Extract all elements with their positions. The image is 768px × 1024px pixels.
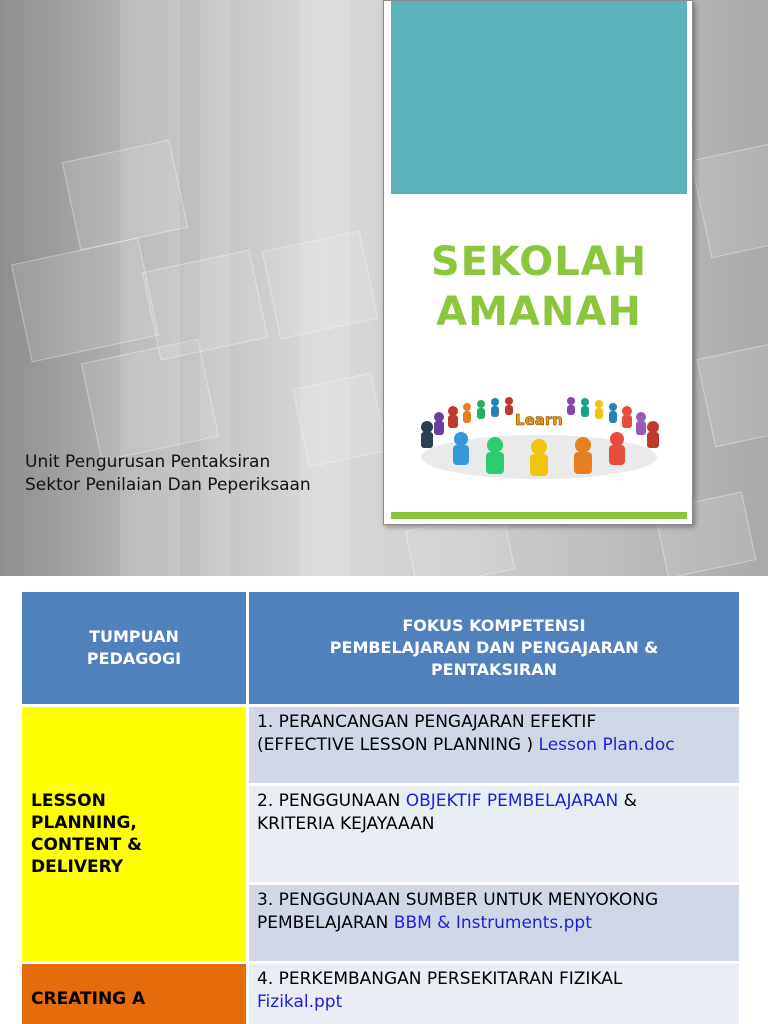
row-text: PEMBELAJARAN — [257, 913, 394, 933]
category-creating-a — [22, 964, 246, 1024]
subtitle-line: Sektor Penilaian Dan Peperiksaan — [25, 475, 311, 495]
category-line: CONTENT & — [31, 835, 142, 855]
category-line: CREATING A — [31, 989, 146, 1009]
header-line: PENTAKSIRAN — [430, 660, 558, 679]
lesson-plan-link[interactable]: Lesson Plan.doc — [538, 735, 675, 755]
title-card — [383, 0, 693, 525]
header-line: FOKUS KOMPETENSI — [402, 616, 586, 635]
header-line: PEMBELAJARAN DAN PENGAJARAN & — [329, 638, 659, 657]
slide-title — [391, 237, 687, 337]
row-text: 3. PENGGUNAAN SUMBER UNTUK MENYOKONG — [257, 890, 659, 910]
objektif-pembelajaran-link[interactable]: OBJEKTIF PEMBELAJARAN — [405, 791, 619, 811]
title-line: AMANAH — [436, 289, 642, 335]
learn-word: Learn — [515, 411, 563, 429]
subtitle-line: Unit Pengurusan Pentaksiran — [25, 452, 271, 472]
category-line: PLANNING, — [31, 813, 137, 833]
background-tile — [81, 339, 219, 462]
table-row — [249, 964, 739, 1024]
row-text: KRITERIA KEJAYAAAN — [257, 814, 435, 834]
row-text: 2. PENGGUNAAN — [257, 791, 406, 811]
category-lesson-planning — [22, 707, 246, 961]
table-row — [249, 885, 739, 961]
row-text: 1. PERANCANGAN PENGAJARAN EFEKTIF — [257, 712, 597, 732]
fizikal-link[interactable]: Fizikal.ppt — [257, 992, 343, 1012]
row-text: (EFFECTIVE LESSON PLANNING ) — [257, 735, 539, 755]
bbm-instruments-link[interactable]: BBM & Instruments.ppt — [393, 913, 592, 933]
background-tile — [262, 231, 379, 340]
header-line: TUMPUAN — [89, 627, 179, 646]
category-line: LESSON — [31, 791, 106, 811]
subtitle — [25, 451, 311, 497]
header-fokus-kompetensi — [249, 592, 739, 704]
accent-bar — [391, 512, 687, 519]
background-tile — [697, 343, 768, 448]
background-tile — [691, 142, 768, 259]
row-text: & — [618, 791, 637, 811]
table-row — [249, 707, 739, 783]
header-line: PEDAGOGI — [86, 649, 182, 668]
table-row — [249, 786, 739, 882]
competency-table-slide — [0, 576, 768, 1024]
card-color-block — [391, 1, 687, 194]
title-line: SEKOLAH — [430, 239, 648, 285]
learn-circle-image — [391, 373, 687, 501]
header-tumpuan-pedagogi — [22, 592, 246, 704]
category-line: DELIVERY — [31, 857, 124, 877]
row-text: 4. PERKEMBANGAN PERSEKITARAN FIZIKAL — [257, 969, 623, 989]
